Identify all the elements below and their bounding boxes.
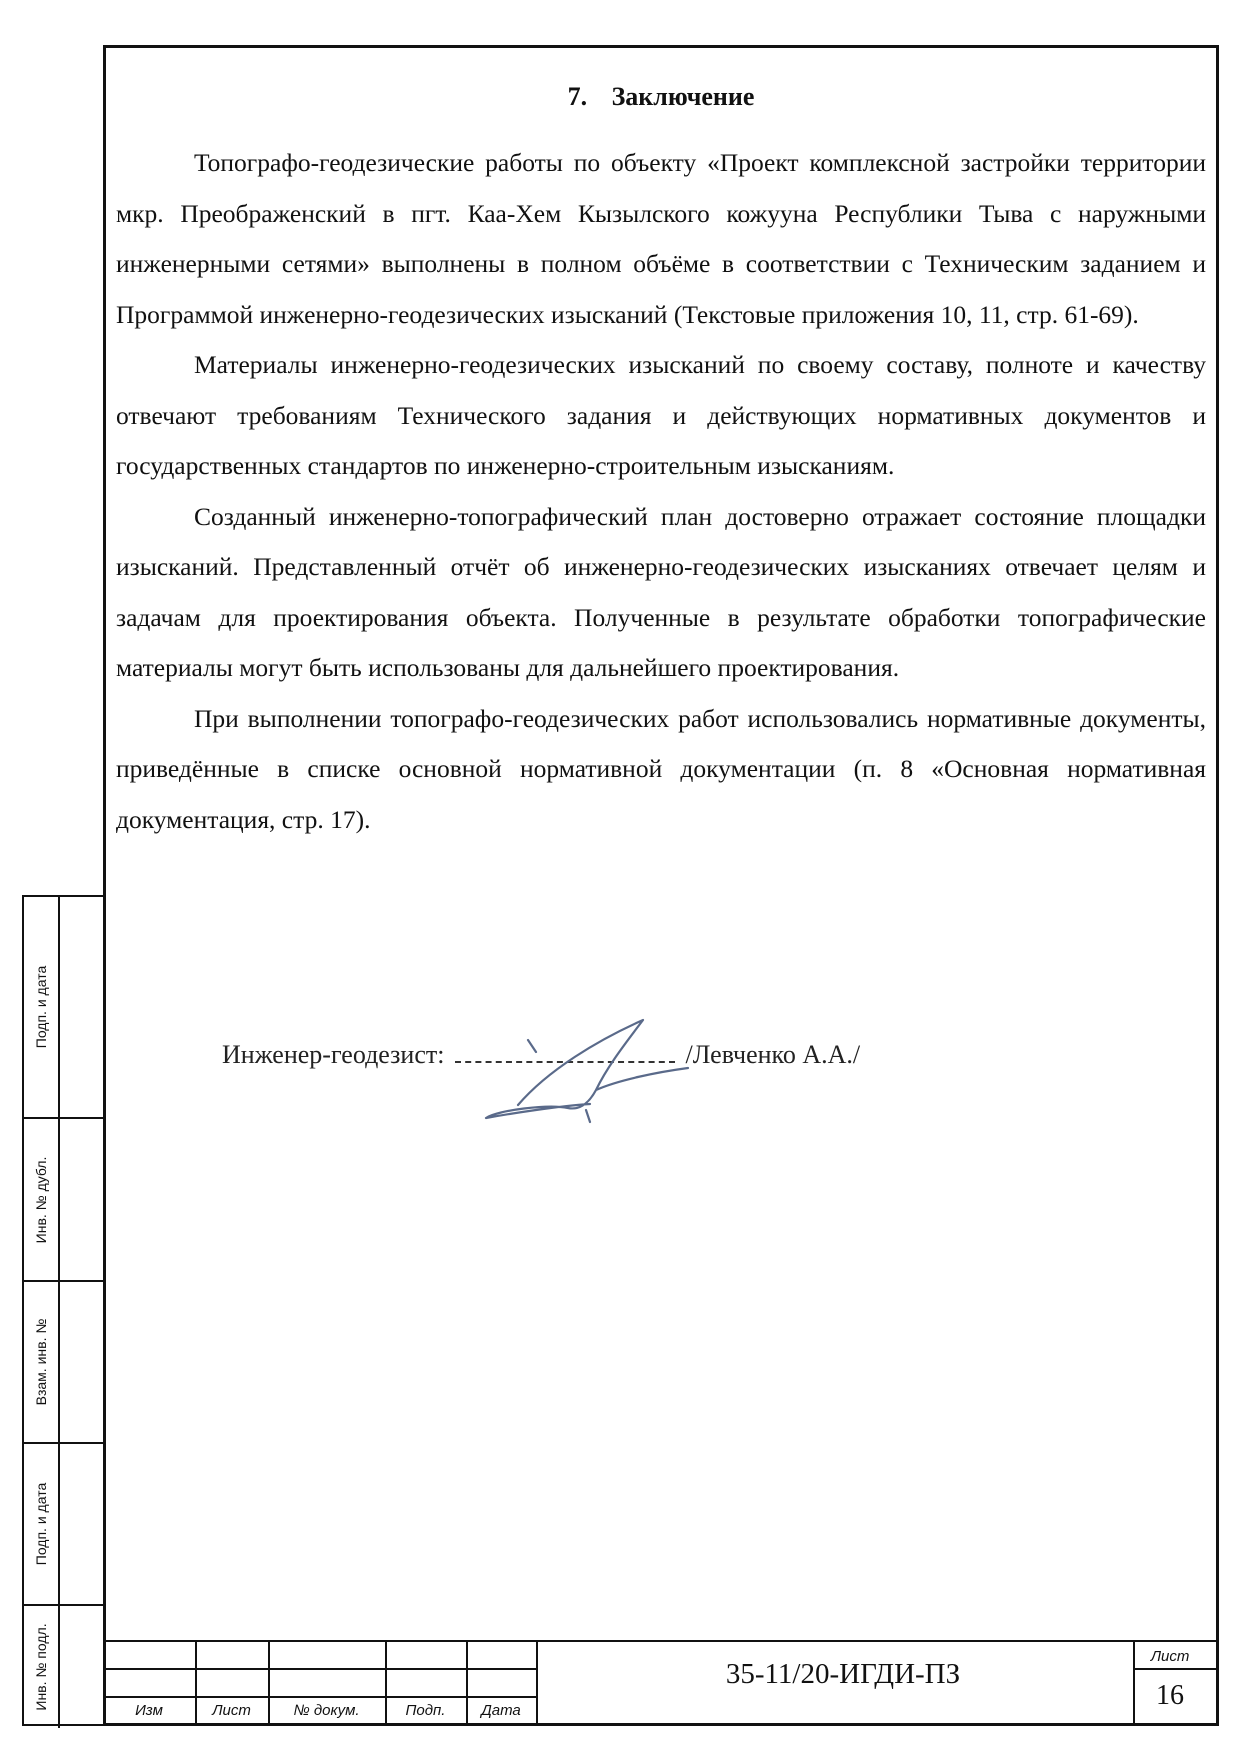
column-header: Подп.: [405, 1702, 446, 1719]
signature-name: /Левченко А.А./: [685, 1040, 861, 1069]
paragraph: Материалы инженерно-геодезических изысканий по своему составу, полноте и качеству отвечают требованиям Технического задания и действующих нормативных документов и государственных стандартов по инженерно-строительным изысканиям.: [116, 350, 1206, 480]
section-title: Заключение: [611, 82, 755, 111]
side-label: Подп. и дата: [33, 965, 49, 1049]
side-cell: [24, 1282, 105, 1444]
sheet-number: 16: [1156, 1680, 1184, 1711]
side-label: Взам. инв. №: [33, 1318, 49, 1406]
paragraph: Топографо-геодезические работы по объекту «Проект комплексной застройки территории мкр. Преображенский в пгт. Каа-Хем Кызылского кожууна Республики Тыва с наружными инженерными сетями» выполнены в полном объёме в соответствии с Техническим заданием и Программой инженерно-геодезических изысканий (Текстовые приложения 10, 11, стр. 61-69).: [116, 148, 1206, 329]
document-code: 35-11/20-ИГДИ-ПЗ: [725, 1658, 961, 1690]
paragraph: Созданный инженерно-топографический план достоверно отражает состояние площадки изысканий. Представленный отчёт об инженерно-геодезических изысканиях отвечает целям и задачам для проектирования объекта. Полученные в результате обработки топографические материалы могут быть использованы для дальнейшего проектирования.: [116, 501, 1206, 682]
section-number: 7.: [567, 82, 588, 111]
column-header: № докум.: [293, 1702, 360, 1719]
column-header: Лист: [212, 1702, 251, 1719]
signature-role: Инженер-геодезист:: [222, 1040, 445, 1069]
sheet-label: Лист: [1150, 1648, 1190, 1665]
handwritten-signature: [478, 1010, 708, 1130]
document-body: [116, 82, 1206, 845]
side-cell: [24, 897, 105, 1119]
side-cell: [24, 1119, 105, 1282]
paragraph: При выполнении топографо-геодезических работ использовались нормативные документы, приведённые в списке основной нормативной документации (п. 8 «Основная нормативная документация, стр. 17).: [116, 703, 1206, 834]
section-heading: [116, 82, 1206, 112]
side-label: Инв. № дубл.: [33, 1156, 49, 1243]
column-header: Дата: [481, 1702, 521, 1719]
side-label: Подп. и дата: [33, 1482, 49, 1566]
column-header: Изм: [135, 1702, 163, 1719]
title-block: [103, 1640, 1219, 1726]
side-label: Инв. № подл.: [33, 1623, 49, 1711]
side-cell: [24, 1444, 105, 1606]
side-stamp: [22, 895, 103, 1726]
side-cell: [24, 1606, 105, 1728]
